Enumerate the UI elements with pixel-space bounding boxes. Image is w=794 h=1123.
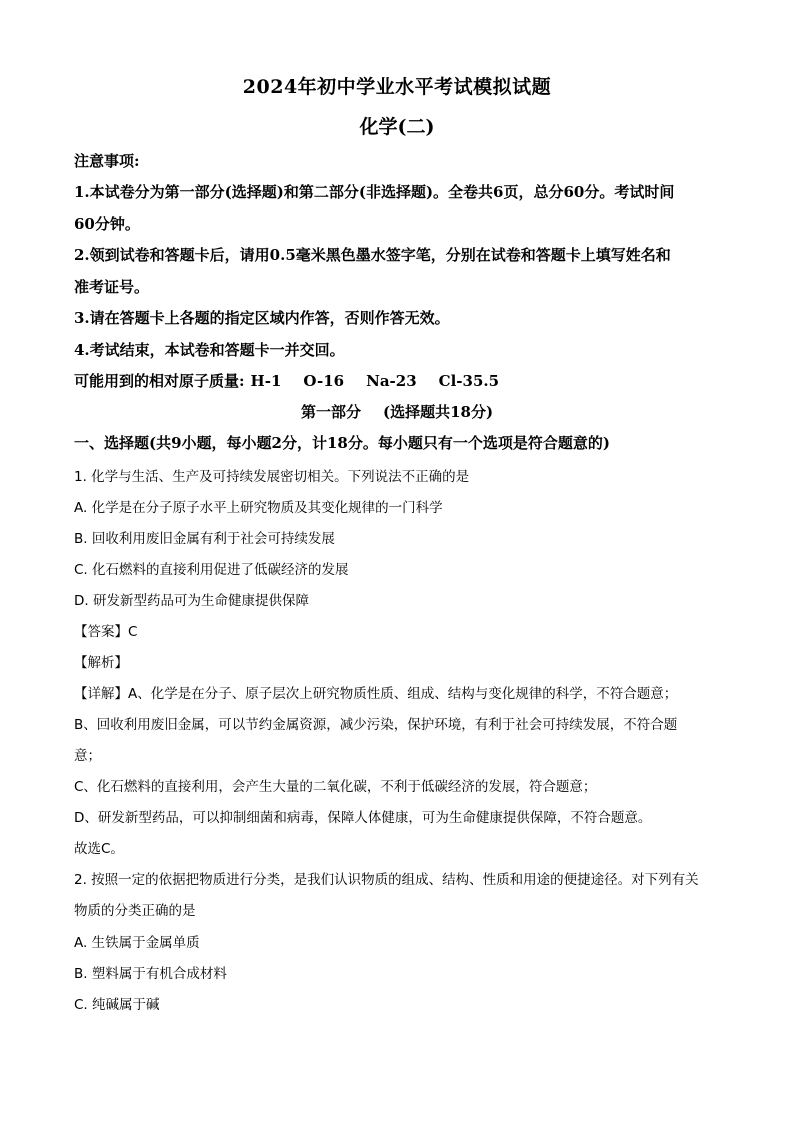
q2-option-b: B. 塑料属于有机合成材料 (74, 966, 227, 982)
q1-stem: 1. 化学与生活、生产及可持续发展密切相关。下列说法不正确的是 (74, 469, 470, 485)
q1-detail-line-2: B、回收利用废旧金属，可以节约金属资源，减少污染，保护环境，有利于社会可持续发展，不符合题 (74, 717, 678, 733)
q1-option-c: C. 化石燃料的直接利用促进了低碳经济的发展 (74, 562, 349, 578)
q1-option-b: B. 回收利用废旧金属有利于社会可持续发展 (74, 531, 335, 547)
atomic-mass-na: Na-23 (366, 372, 417, 390)
atomic-mass-h: H-1 (250, 372, 282, 390)
q2-option-a: A. 生铁属于金属单质 (74, 935, 200, 951)
exam-title: 2024年初中学业水平考试模拟试题 (242, 76, 552, 98)
notice-item-1-line-1: 1.本试卷分为第一部分(选择题)和第二部分(非选择题)。全卷共6页，总分60分。考试时间 (74, 183, 675, 201)
q1-option-a: A. 化学是在分子原子水平上研究物质及其变化规律的一门科学 (74, 500, 443, 516)
notice-item-2-line-1: 2.领到试卷和答题卡后，请用0.5毫米黑色墨水签字笔，分别在试卷和答题卡上填写姓名和 (74, 246, 671, 264)
notice-item-1-line-2: 60分钟。 (74, 215, 140, 233)
atomic-mass-o: O-16 (303, 372, 345, 390)
notice-item-4: 4.考试结束，本试卷和答题卡一并交回。 (74, 341, 345, 359)
q2-option-c: C. 纯碱属于碱 (74, 997, 160, 1013)
part1-title: 第一部分 (300, 403, 361, 421)
q1-detail-line-4: C、化石燃料的直接利用，会产生大量的二氧化碳，不利于低碳经济的发展，符合题意； (74, 779, 597, 795)
q1-option-d: D. 研发新型药品可为生命健康提供保障 (74, 593, 309, 609)
atomic-masses-line (74, 370, 734, 391)
atomic-mass-cl: Cl-35.5 (438, 372, 500, 390)
notice-item-2-line-2: 准考证号。 (74, 278, 150, 296)
atomic-masses-label: 可能用到的相对原子质量: (74, 372, 245, 390)
q1-conclusion: 故选C。 (74, 841, 124, 857)
q1-answer: 【答案】C (74, 624, 138, 640)
q1-detail-line-3: 意； (74, 748, 101, 764)
section1-heading: 一、选择题(共9小题，每小题2分，计18分。每小题只有一个选项是符合题意的) (74, 434, 610, 452)
notice-item-3: 3.请在答题卡上各题的指定区域内作答，否则作答无效。 (74, 309, 450, 327)
exam-subtitle: 化学(二) (359, 116, 435, 138)
q1-detail-line-5: D、研发新型药品，可以抑制细菌和病毒，保障人体健康，可为生命健康提供保障，不符合题意。 (74, 810, 652, 826)
q2-stem-line-1: 2. 按照一定的依据把物质进行分类，是我们认识物质的组成、结构、性质和用途的便捷途径。对下列有关 (74, 872, 699, 888)
q1-detail-line-1: 【详解】A、化学是在分子、原子层次上研究物质性质、组成、结构与变化规律的科学，不符合题意； (74, 686, 678, 702)
notice-heading: 注意事项: (74, 152, 140, 170)
q2-stem-line-2: 物质的分类正确的是 (74, 903, 196, 919)
q1-analysis-label: 【解析】 (74, 655, 128, 671)
part1-heading (0, 401, 794, 422)
part1-subtitle: (选择题共18分) (382, 403, 494, 421)
